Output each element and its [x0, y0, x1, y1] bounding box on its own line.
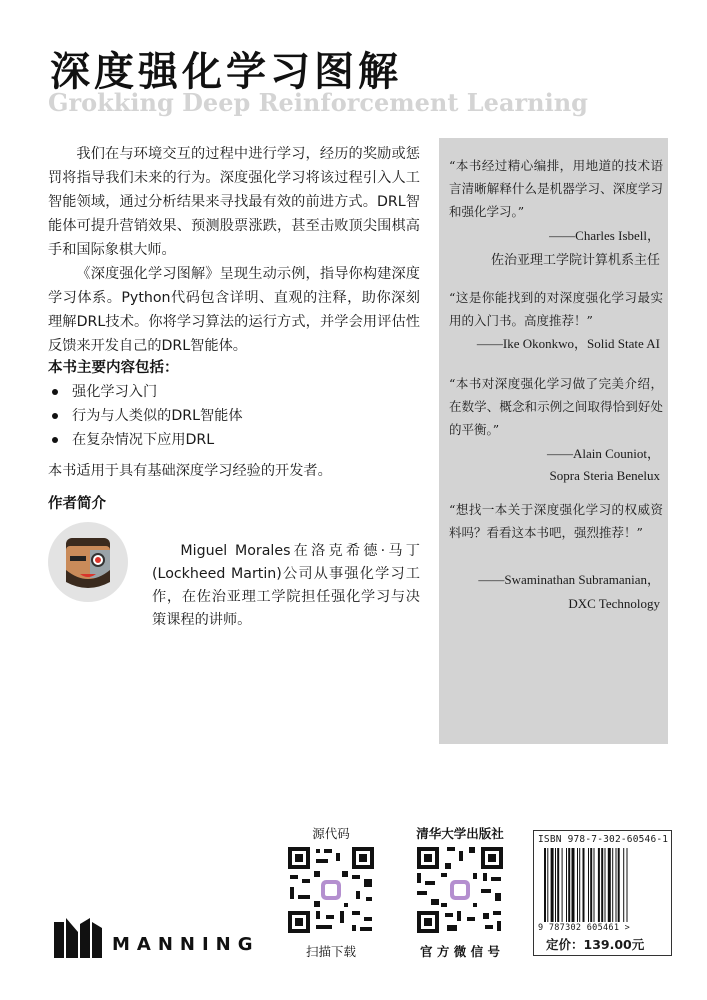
qr-code-publisher-icon — [415, 845, 505, 935]
author-bio: Miguel Morales在洛克希德·马丁(Lockheed Martin)公司从事强化学习工作，在佐治亚理工学院担任强化学习与决策课程的讲师。 — [152, 543, 420, 628]
qr-source-bottom-label: 扫描下载 — [305, 944, 356, 959]
book-title: 深度强化学习图解 — [50, 49, 402, 95]
list-item: 强化学习入门 — [48, 380, 408, 404]
quote-text: “这是你能找到的对深度强化学习最实用的入门书。高度推荐！” — [449, 290, 663, 328]
qr-publisher-top-label: 清华大学出版社 — [416, 826, 504, 841]
bullet-icon — [52, 437, 58, 443]
quote-attribution-affiliation: Sopra Steria Benelux — [549, 468, 660, 483]
quote-attribution: ——Alain Couniot， — [546, 446, 660, 461]
book-subtitle: Grokking Deep Reinforcement Learning — [48, 88, 588, 117]
author-heading: 作者简介 — [48, 496, 106, 512]
author-avatar — [48, 522, 128, 602]
price-label: 定价：139.00元 — [546, 937, 645, 952]
quote-attribution-affiliation: 佐治亚理工学院计算机系主任 — [490, 252, 660, 267]
quote-text: “想找一本关于深度强化学习的权威资料吗？看看这本书吧，强烈推荐！” — [449, 502, 663, 540]
quote-attribution: ——Charles Isbell， — [549, 228, 660, 243]
intro-paragraph-1: 我们在与环境交互的过程中进行学习，经历的奖励或惩罚将指导我们未来的行为。深度强化学习将该过程引入人工智能领域，通过分析结果来寻找最有效的前进方式。DRL智能体可提升营销效果、预测股票涨跌，甚至击败顶尖围棋高手和国际象棋大师。 — [48, 146, 420, 258]
list-item: 行为与人类似的DRL智能体 — [48, 404, 408, 428]
isbn-number: ISBN 978-7-302-60546-1 — [538, 834, 669, 845]
intro-paragraph-2: 《深度强化学习图解》呈现生动示例，指导你构建深度学习体系。Python代码包含详明、直观的注释，助你深刻理解DRL技术。你将学习算法的运行方式，并学会用评估性反馈来开发自己的DRL智能体。 — [48, 266, 420, 354]
barcode-icon — [544, 848, 662, 922]
isbn-barcode-box — [533, 830, 672, 956]
bullet-icon — [52, 389, 58, 395]
quote-text: “本书对深度强化学习做了完美介绍，在数学、概念和示例之间取得恰到好处的平衡。” — [449, 376, 663, 437]
audience-text: 本书适用于具有基础深度学习经验的开发者。 — [48, 463, 332, 479]
robot-face-icon — [48, 522, 128, 602]
quote-attribution: ——Ike Okonkwo，Solid State AI — [476, 336, 660, 351]
barcode-digits: 9 787302 605461 > — [538, 923, 631, 933]
bullet-icon — [52, 413, 58, 419]
qr-code-source-icon — [286, 845, 376, 935]
quote-attribution: ——Swaminathan Subramanian， — [478, 572, 660, 587]
manning-logo-icon — [54, 918, 102, 958]
qr-publisher-bottom-label: 官 方 微 信 号 — [420, 944, 500, 959]
list-item: 在复杂情况下应用DRL — [48, 428, 408, 452]
publisher-name: MANNING — [112, 934, 260, 955]
contents-list — [48, 380, 408, 452]
qr-source-top-label: 源代码 — [312, 826, 350, 841]
contents-heading: 本书主要内容包括： — [48, 360, 179, 376]
quote-attribution-affiliation: DXC Technology — [568, 596, 660, 611]
endorsements-panel — [439, 138, 668, 744]
quote-text: “本书经过精心编排，用地道的技术语言清晰解释什么是机器学习、深度学习和强化学习。” — [449, 158, 663, 219]
